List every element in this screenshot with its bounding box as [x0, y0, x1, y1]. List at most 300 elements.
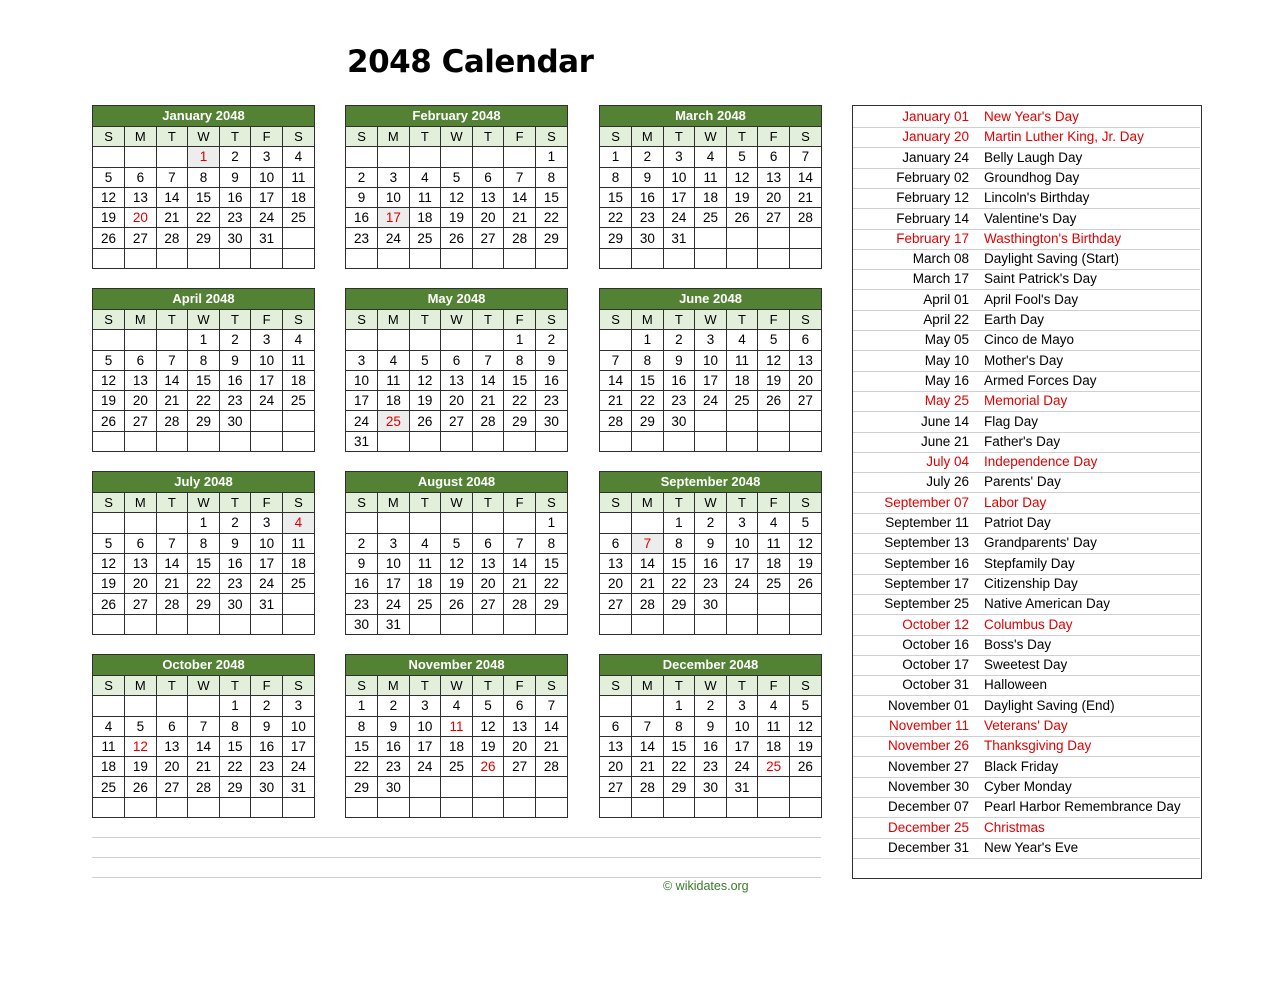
empty-day-cell	[188, 797, 220, 817]
day-cell: 16	[219, 370, 251, 390]
day-cell: 27	[758, 208, 790, 228]
weekday-header: F	[758, 676, 790, 696]
empty-day-cell	[125, 147, 157, 167]
day-cell: 14	[535, 716, 567, 736]
day-cell: 28	[156, 594, 188, 614]
day-cell: 15	[535, 553, 567, 573]
holiday-row	[853, 655, 1200, 676]
day-cell: 9	[378, 716, 410, 736]
day-cell: 13	[125, 187, 157, 207]
holiday-row	[853, 838, 1200, 859]
month-calendar	[92, 471, 315, 635]
day-cell: 5	[441, 533, 473, 553]
empty-day-cell	[282, 594, 314, 614]
day-cell: 22	[504, 391, 536, 411]
weekday-header: F	[504, 493, 536, 513]
holiday-row	[853, 675, 1200, 696]
weekday-header: T	[219, 676, 251, 696]
empty-day-cell	[789, 431, 821, 451]
empty-day-cell	[504, 614, 536, 634]
holiday-date: February 12	[896, 190, 969, 206]
day-cell: 7	[504, 533, 536, 553]
day-cell: 5	[726, 147, 758, 167]
day-cell: 14	[632, 553, 664, 573]
empty-day-cell	[600, 431, 632, 451]
empty-day-cell	[156, 696, 188, 716]
day-cell: 9	[632, 167, 664, 187]
day-cell: 18	[695, 187, 727, 207]
day-cell: 17	[346, 391, 378, 411]
footer-credit[interactable]: © wikidates.org	[663, 879, 749, 893]
holiday-date: October 17	[902, 657, 969, 673]
day-cell: 7	[156, 533, 188, 553]
day-cell: 14	[504, 187, 536, 207]
empty-day-cell	[632, 614, 664, 634]
day-cell: 12	[758, 350, 790, 370]
empty-day-cell	[441, 614, 473, 634]
day-cell: 21	[188, 757, 220, 777]
day-cell: 19	[472, 736, 504, 756]
weekday-header: F	[251, 310, 283, 330]
day-cell: 23	[695, 757, 727, 777]
empty-day-cell	[409, 248, 441, 268]
day-cell: 23	[632, 208, 664, 228]
holiday-name: Grandparents' Day	[984, 535, 1097, 551]
day-cell: 30	[219, 594, 251, 614]
holiday-row	[853, 574, 1200, 595]
day-cell: 3	[251, 513, 283, 533]
day-cell: 26	[758, 391, 790, 411]
day-cell: 5	[758, 330, 790, 350]
day-cell: 5	[93, 350, 125, 370]
day-cell: 26	[93, 411, 125, 431]
day-cell: 26	[93, 228, 125, 248]
holiday-name: Columbus Day	[984, 616, 1073, 632]
weekday-header: T	[663, 127, 695, 147]
day-cell: 23	[535, 391, 567, 411]
day-cell: 9	[535, 350, 567, 370]
day-cell: 7	[472, 350, 504, 370]
day-cell: 13	[125, 370, 157, 390]
month-title: May 2048	[346, 289, 567, 310]
empty-day-cell	[600, 614, 632, 634]
day-cell: 22	[346, 757, 378, 777]
day-cell: 15	[219, 736, 251, 756]
holiday-name: Cinco de Mayo	[984, 332, 1075, 348]
day-cell: 10	[663, 167, 695, 187]
day-cell: 25	[758, 574, 790, 594]
day-cell: 26	[441, 228, 473, 248]
weekday-header: T	[409, 310, 441, 330]
day-cell: 13	[441, 370, 473, 390]
day-cell: 17	[251, 370, 283, 390]
holiday-row	[853, 209, 1200, 230]
day-cell: 25	[282, 391, 314, 411]
empty-day-cell	[282, 797, 314, 817]
day-cell: 29	[663, 594, 695, 614]
holiday-date: February 14	[896, 210, 969, 226]
empty-day-cell	[695, 411, 727, 431]
weekday-header: W	[188, 493, 220, 513]
day-cell: 13	[789, 350, 821, 370]
month-calendar	[345, 288, 568, 452]
holiday-date: November 11	[888, 718, 969, 733]
empty-day-cell	[789, 411, 821, 431]
empty-day-cell	[93, 696, 125, 716]
holiday-name: Groundhog Day	[984, 169, 1080, 185]
empty-day-cell	[441, 513, 473, 533]
day-cell: 17	[378, 208, 410, 228]
empty-day-cell	[409, 777, 441, 797]
empty-day-cell	[535, 797, 567, 817]
day-cell: 5	[93, 167, 125, 187]
empty-day-cell	[472, 797, 504, 817]
empty-day-cell	[472, 614, 504, 634]
day-cell: 5	[789, 513, 821, 533]
day-cell: 18	[93, 757, 125, 777]
day-cell: 18	[282, 553, 314, 573]
holiday-row	[853, 797, 1200, 818]
empty-day-cell	[632, 248, 664, 268]
weekday-header: S	[282, 676, 314, 696]
empty-day-cell	[758, 594, 790, 614]
day-cell: 4	[282, 513, 314, 533]
holiday-name: Pearl Harbor Remembrance Day	[984, 799, 1181, 815]
empty-day-cell	[346, 248, 378, 268]
holiday-row	[853, 391, 1200, 412]
holiday-name: Saint Patrick's Day	[984, 271, 1097, 287]
day-cell: 15	[188, 553, 220, 573]
day-cell: 7	[156, 167, 188, 187]
day-cell: 29	[188, 228, 220, 248]
weekday-header: W	[441, 676, 473, 696]
day-cell: 26	[472, 757, 504, 777]
day-cell: 14	[504, 553, 536, 573]
empty-day-cell	[378, 513, 410, 533]
weekday-header: T	[219, 310, 251, 330]
empty-day-cell	[663, 431, 695, 451]
day-cell: 27	[600, 777, 632, 797]
holiday-date: May 10	[924, 352, 969, 368]
empty-day-cell	[409, 797, 441, 817]
day-cell: 16	[535, 370, 567, 390]
weekday-header: F	[251, 493, 283, 513]
day-cell: 15	[188, 187, 220, 207]
day-cell: 2	[346, 167, 378, 187]
weekday-header: S	[789, 127, 821, 147]
day-cell: 20	[156, 757, 188, 777]
weekday-header: S	[789, 493, 821, 513]
day-cell: 6	[472, 167, 504, 187]
holiday-row	[853, 371, 1200, 392]
day-cell: 12	[93, 553, 125, 573]
weekday-header: S	[789, 310, 821, 330]
day-cell: 9	[695, 716, 727, 736]
holiday-name: Thanksgiving Day	[984, 738, 1092, 754]
day-cell: 22	[188, 391, 220, 411]
empty-day-cell	[93, 614, 125, 634]
empty-day-cell	[758, 797, 790, 817]
day-cell: 11	[378, 370, 410, 390]
holiday-date: February 17	[896, 230, 969, 246]
day-cell: 20	[600, 574, 632, 594]
day-cell: 21	[504, 208, 536, 228]
weekday-header: W	[695, 676, 727, 696]
empty-day-cell	[409, 614, 441, 634]
empty-day-cell	[663, 797, 695, 817]
holiday-date: February 02	[896, 169, 969, 185]
day-cell: 30	[251, 777, 283, 797]
day-cell: 1	[219, 696, 251, 716]
empty-day-cell	[758, 228, 790, 248]
empty-day-cell	[346, 797, 378, 817]
day-cell: 27	[441, 411, 473, 431]
day-cell: 7	[188, 716, 220, 736]
day-cell: 14	[600, 370, 632, 390]
empty-day-cell	[378, 248, 410, 268]
day-cell: 1	[188, 147, 220, 167]
month-title: November 2048	[346, 655, 567, 676]
holiday-date: September 11	[885, 515, 969, 530]
day-cell: 15	[504, 370, 536, 390]
day-cell: 21	[632, 574, 664, 594]
weekday-header: F	[758, 127, 790, 147]
empty-day-cell	[156, 431, 188, 451]
holiday-row	[853, 229, 1200, 250]
day-cell: 8	[600, 167, 632, 187]
day-cell: 22	[535, 574, 567, 594]
day-cell: 14	[632, 736, 664, 756]
day-cell: 15	[346, 736, 378, 756]
day-cell: 16	[346, 574, 378, 594]
weekday-header: T	[472, 310, 504, 330]
day-cell: 19	[758, 370, 790, 390]
holiday-row	[853, 472, 1200, 493]
day-cell: 28	[156, 411, 188, 431]
day-cell: 22	[535, 208, 567, 228]
empty-day-cell	[93, 330, 125, 350]
empty-day-cell	[378, 797, 410, 817]
weekday-header: W	[188, 310, 220, 330]
empty-day-cell	[93, 797, 125, 817]
empty-day-cell	[504, 513, 536, 533]
month-calendar	[345, 471, 568, 635]
day-cell: 23	[219, 574, 251, 594]
day-cell: 14	[789, 167, 821, 187]
empty-day-cell	[726, 431, 758, 451]
day-cell: 25	[726, 391, 758, 411]
holiday-date: April 22	[923, 312, 969, 327]
weekday-header: W	[188, 127, 220, 147]
day-cell: 12	[93, 187, 125, 207]
day-cell: 1	[663, 696, 695, 716]
holiday-name: Armed Forces Day	[984, 372, 1097, 388]
holiday-name: Lincoln's Birthday	[984, 190, 1090, 206]
empty-day-cell	[632, 696, 664, 716]
weekday-header: W	[441, 310, 473, 330]
weekday-header: T	[726, 493, 758, 513]
weekday-header: T	[663, 310, 695, 330]
month-title: April 2048	[93, 289, 314, 310]
day-cell: 11	[93, 736, 125, 756]
weekday-header: S	[93, 676, 125, 696]
day-cell: 10	[695, 350, 727, 370]
empty-day-cell	[219, 614, 251, 634]
day-cell: 31	[251, 594, 283, 614]
day-cell: 18	[758, 736, 790, 756]
day-cell: 10	[251, 167, 283, 187]
day-cell: 7	[156, 350, 188, 370]
holiday-date: December 31	[887, 839, 969, 855]
day-cell: 2	[378, 696, 410, 716]
empty-day-cell	[789, 777, 821, 797]
empty-day-cell	[378, 330, 410, 350]
day-cell: 9	[219, 350, 251, 370]
day-cell: 17	[251, 553, 283, 573]
weekday-header: F	[758, 493, 790, 513]
day-cell: 26	[93, 594, 125, 614]
day-cell: 21	[156, 208, 188, 228]
holiday-name: Boss's Day	[984, 636, 1052, 652]
weekday-header: S	[535, 310, 567, 330]
holiday-date: January 01	[902, 109, 969, 124]
empty-day-cell	[758, 614, 790, 634]
empty-day-cell	[346, 513, 378, 533]
day-cell: 25	[695, 208, 727, 228]
holiday-date: October 16	[902, 636, 969, 652]
day-cell: 22	[188, 208, 220, 228]
day-cell: 16	[346, 208, 378, 228]
day-cell: 15	[535, 187, 567, 207]
holiday-row	[853, 310, 1200, 331]
holiday-row	[853, 696, 1200, 717]
day-cell: 13	[472, 187, 504, 207]
weekday-header: M	[125, 676, 157, 696]
day-cell: 18	[409, 574, 441, 594]
empty-day-cell	[125, 248, 157, 268]
empty-day-cell	[409, 147, 441, 167]
empty-day-cell	[93, 248, 125, 268]
empty-day-cell	[156, 330, 188, 350]
day-cell: 27	[125, 411, 157, 431]
weekday-header: T	[663, 493, 695, 513]
day-cell: 7	[632, 716, 664, 736]
weekday-header: S	[789, 676, 821, 696]
weekday-header: S	[535, 676, 567, 696]
empty-day-cell	[535, 777, 567, 797]
holiday-name: April Fool's Day	[984, 291, 1079, 307]
holiday-list	[852, 105, 1202, 879]
weekday-header: T	[409, 127, 441, 147]
day-cell: 23	[346, 594, 378, 614]
empty-day-cell	[378, 431, 410, 451]
holiday-name: Parents' Day	[984, 474, 1061, 490]
holiday-row	[853, 615, 1200, 636]
month-title: June 2048	[600, 289, 821, 310]
holiday-name: Black Friday	[984, 758, 1059, 774]
weekday-header: M	[378, 493, 410, 513]
weekday-header: T	[726, 127, 758, 147]
day-cell: 28	[472, 411, 504, 431]
weekday-header: M	[378, 310, 410, 330]
day-cell: 11	[409, 553, 441, 573]
holiday-date: October 31	[902, 677, 969, 693]
day-cell: 4	[758, 696, 790, 716]
weekday-header: M	[125, 127, 157, 147]
empty-day-cell	[695, 248, 727, 268]
weekday-header: T	[219, 493, 251, 513]
empty-day-cell	[188, 248, 220, 268]
day-cell: 18	[409, 208, 441, 228]
day-cell: 28	[789, 208, 821, 228]
day-cell: 19	[441, 208, 473, 228]
weekday-header: T	[156, 310, 188, 330]
day-cell: 23	[663, 391, 695, 411]
holiday-date: April 01	[923, 291, 969, 307]
day-cell: 16	[663, 370, 695, 390]
day-cell: 6	[600, 533, 632, 553]
day-cell: 10	[378, 187, 410, 207]
weekday-header: T	[726, 676, 758, 696]
day-cell: 14	[472, 370, 504, 390]
empty-day-cell	[156, 797, 188, 817]
empty-day-cell	[472, 330, 504, 350]
day-cell: 22	[188, 574, 220, 594]
day-cell: 8	[535, 167, 567, 187]
weekday-header: S	[535, 493, 567, 513]
empty-day-cell	[726, 228, 758, 248]
day-cell: 3	[346, 350, 378, 370]
holiday-row	[853, 716, 1200, 737]
day-cell: 28	[535, 757, 567, 777]
weekday-header: T	[472, 676, 504, 696]
empty-day-cell	[219, 248, 251, 268]
day-cell: 2	[219, 147, 251, 167]
empty-day-cell	[472, 147, 504, 167]
holiday-name: Daylight Saving (Start)	[984, 251, 1120, 267]
weekday-header: S	[282, 493, 314, 513]
day-cell: 2	[695, 696, 727, 716]
holiday-date: June 14	[920, 413, 969, 429]
day-cell: 7	[632, 533, 664, 553]
day-cell: 27	[789, 391, 821, 411]
day-cell: 18	[282, 370, 314, 390]
day-cell: 31	[663, 228, 695, 248]
day-cell: 24	[726, 757, 758, 777]
day-cell: 5	[409, 350, 441, 370]
day-cell: 26	[789, 574, 821, 594]
month-title: December 2048	[600, 655, 821, 676]
empty-day-cell	[504, 777, 536, 797]
day-cell: 12	[441, 187, 473, 207]
day-cell: 11	[282, 533, 314, 553]
day-cell: 4	[695, 147, 727, 167]
holiday-date: November 01	[887, 697, 969, 713]
empty-day-cell	[156, 147, 188, 167]
holiday-row	[853, 330, 1200, 351]
holiday-name: Memorial Day	[984, 393, 1068, 409]
day-cell: 19	[93, 574, 125, 594]
day-cell: 3	[726, 696, 758, 716]
empty-day-cell	[632, 797, 664, 817]
holiday-row	[853, 107, 1200, 128]
day-cell: 22	[663, 574, 695, 594]
weekday-header: F	[758, 310, 790, 330]
day-cell: 30	[535, 411, 567, 431]
day-cell: 26	[125, 777, 157, 797]
day-cell: 4	[282, 330, 314, 350]
day-cell: 7	[535, 696, 567, 716]
